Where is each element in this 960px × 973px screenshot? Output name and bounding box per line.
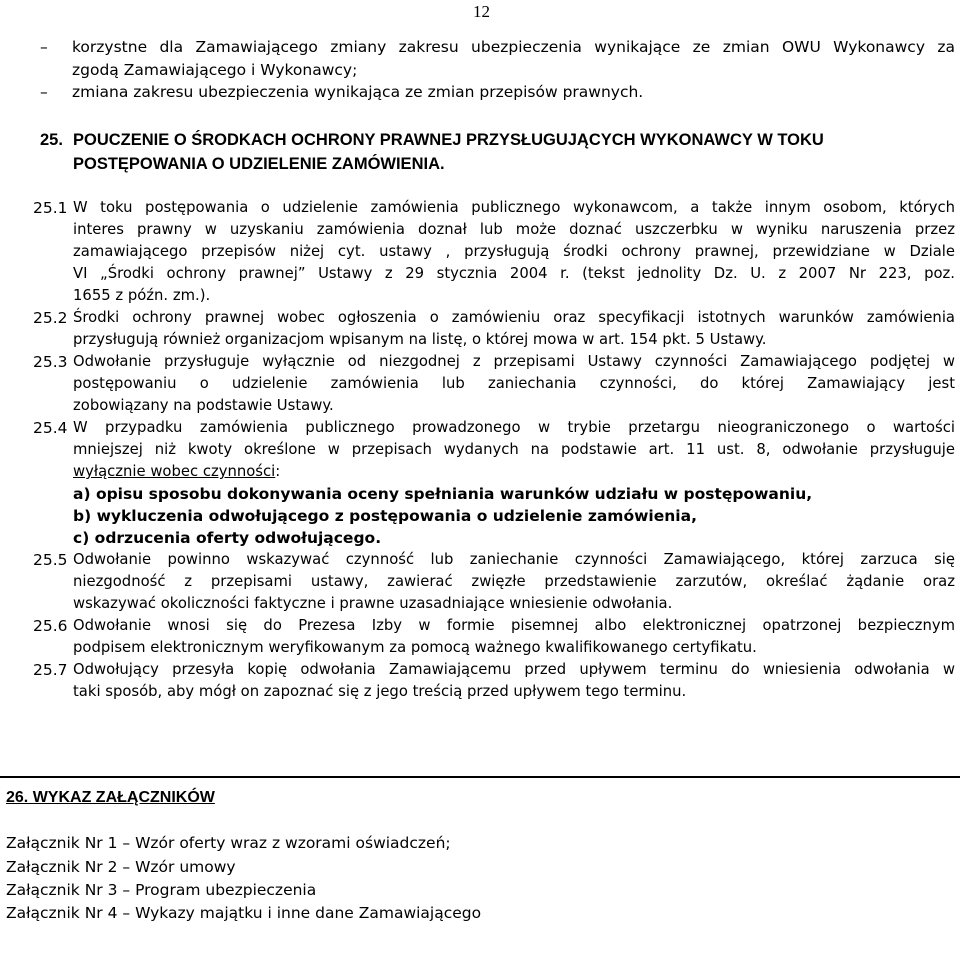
colon: :	[275, 463, 281, 480]
item-line: taki sposób, aby mógł on zapoznać się z jego treścią przed upływem tego terminu.	[73, 683, 687, 700]
item-line: wskazywać okoliczności faktyczne i prawne uzasadniające wniesienie odwołania.	[73, 595, 673, 612]
paragraph-item	[33, 659, 955, 703]
item-line: VI „Środki ochrony prawnej” Ustawy z 29 stycznia 2004 r. (tekst jednolity Dz. U. z 2007 Nr 223, poz.	[73, 265, 955, 282]
dash-bullet: –	[40, 38, 48, 56]
item-line: zobowiązany na podstawie Ustawy.	[73, 397, 334, 414]
sub-item: c) odrzucenia oferty odwołującego.	[73, 529, 382, 547]
item-number: 25.4	[33, 419, 68, 437]
underlined-text: wyłącznie wobec czynności	[73, 463, 276, 480]
list-item-line: korzystne dla Zamawiającego zmiany zakresu ubezpieczenia wynikające ze zmian OWU Wykonawcy za	[72, 38, 955, 56]
item-line: interes prawny w uzyskaniu zamówienia doznał lub może doznać uszczerbku w wyniku naruszenia przez	[73, 221, 955, 238]
item-line: W toku postępowania o udzielenie zamówienia publicznego wykonawcom, a także innym osobom, których	[73, 199, 955, 216]
horizontal-rule	[0, 776, 960, 778]
item-line: postępowaniu o udzielenie zamówienia lub zaniechania czynności, do której Zamawiający jest	[73, 375, 955, 392]
section-heading: 26. WYKAZ ZAŁĄCZNIKÓW	[6, 789, 215, 806]
section-heading	[40, 128, 950, 176]
list-item-line: zgodą Zamawiającego i Wykonawcy;	[72, 61, 358, 79]
item-line: 1655 z późn. zm.).	[73, 287, 211, 304]
list-item	[40, 36, 955, 82]
paragraph-item	[33, 549, 955, 615]
item-line: W przypadku zamówienia publicznego prowadzonego w trybie przetargu nieograniczonego o wartości	[73, 419, 955, 436]
item-number: 25.5	[33, 551, 68, 569]
paragraph-item	[33, 351, 955, 417]
annex-item: Załącznik Nr 2 – Wzór umowy	[6, 858, 236, 876]
sub-item: a) opisu sposobu dokonywania oceny spełniania warunków udziału w postępowaniu,	[73, 485, 813, 503]
section-number: 25.	[40, 131, 63, 149]
paragraph-item	[33, 417, 955, 549]
annex-item: Załącznik Nr 1 – Wzór oferty wraz z wzorami oświadczeń;	[6, 834, 451, 852]
item-number: 25.3	[33, 353, 68, 371]
annex-item: Załącznik Nr 3 – Program ubezpieczenia	[6, 881, 317, 899]
item-number: 25.1	[33, 199, 68, 217]
item-line: Odwołanie przysługuje wyłącznie od niezgodnej z przepisami Ustawy czynności Zamawiającego podjętej w	[73, 353, 955, 370]
item-line: Odwołanie wnosi się do Prezesa Izby w formie pisemnej albo elektronicznej opatrzonej bezpiecznym	[73, 617, 955, 634]
item-line: zamawiającego przepisów niżej cyt. ustawy , przysługują środki ochrony prawnej, przewidziane w Dziale	[73, 243, 955, 260]
item-line	[73, 461, 955, 483]
item-number: 25.7	[33, 661, 68, 679]
section-items	[33, 197, 955, 703]
annex-item: Załącznik Nr 4 – Wykazy majątku i inne dane Zamawiającego	[6, 904, 482, 922]
section-title-line: POSTĘPOWANIA O UDZIELENIE ZAMÓWIENIA.	[73, 155, 445, 173]
item-number: 25.2	[33, 309, 68, 327]
section-title-line: POUCZENIE O ŚRODKACH OCHRONY PRAWNEJ PRZYSŁUGUJĄCYCH WYKONAWCY W TOKU	[73, 131, 824, 149]
item-line: niezgodność z przepisami ustawy, zawierać zwięzłe przedstawienie zarzutów, określać żądanie oraz	[73, 573, 955, 590]
sub-item: b) wykluczenia odwołującego z postępowania o udzielenie zamówienia,	[73, 507, 697, 525]
paragraph-item	[33, 615, 955, 659]
item-line: Odwołanie powinno wskazywać czynność lub zaniechanie czynności Zamawiającego, której zarzuca się	[73, 551, 955, 568]
item-line: mniejszej niż kwoty określone w przepisach wydanych na podstawie art. 11 ust. 8, odwołanie przysługuje	[73, 441, 955, 458]
dash-bullet: –	[40, 83, 48, 101]
list-item-line: zmiana zakresu ubezpieczenia wynikająca ze zmian przepisów prawnych.	[72, 83, 644, 101]
page-number: 12	[473, 2, 490, 21]
item-line: Odwołujący przesyła kopię odwołania Zamawiającemu przed upływem terminu do wniesienia odwołania w	[73, 661, 955, 678]
paragraph-item	[33, 197, 955, 307]
paragraph-item	[33, 307, 955, 351]
item-number: 25.6	[33, 617, 68, 635]
list-item	[40, 81, 955, 104]
item-line: podpisem elektronicznym weryfikowanym za pomocą ważnego kwalifikowanego certyfikatu.	[73, 639, 757, 656]
item-line: Środki ochrony prawnej wobec ogłoszenia o zamówieniu oraz specyfikacji istotnych warunków zamówienia	[73, 309, 955, 326]
item-line: przysługują również organizacjom wpisanym na listę, o której mowa w art. 154 pkt. 5 Ustawy.	[73, 331, 767, 348]
